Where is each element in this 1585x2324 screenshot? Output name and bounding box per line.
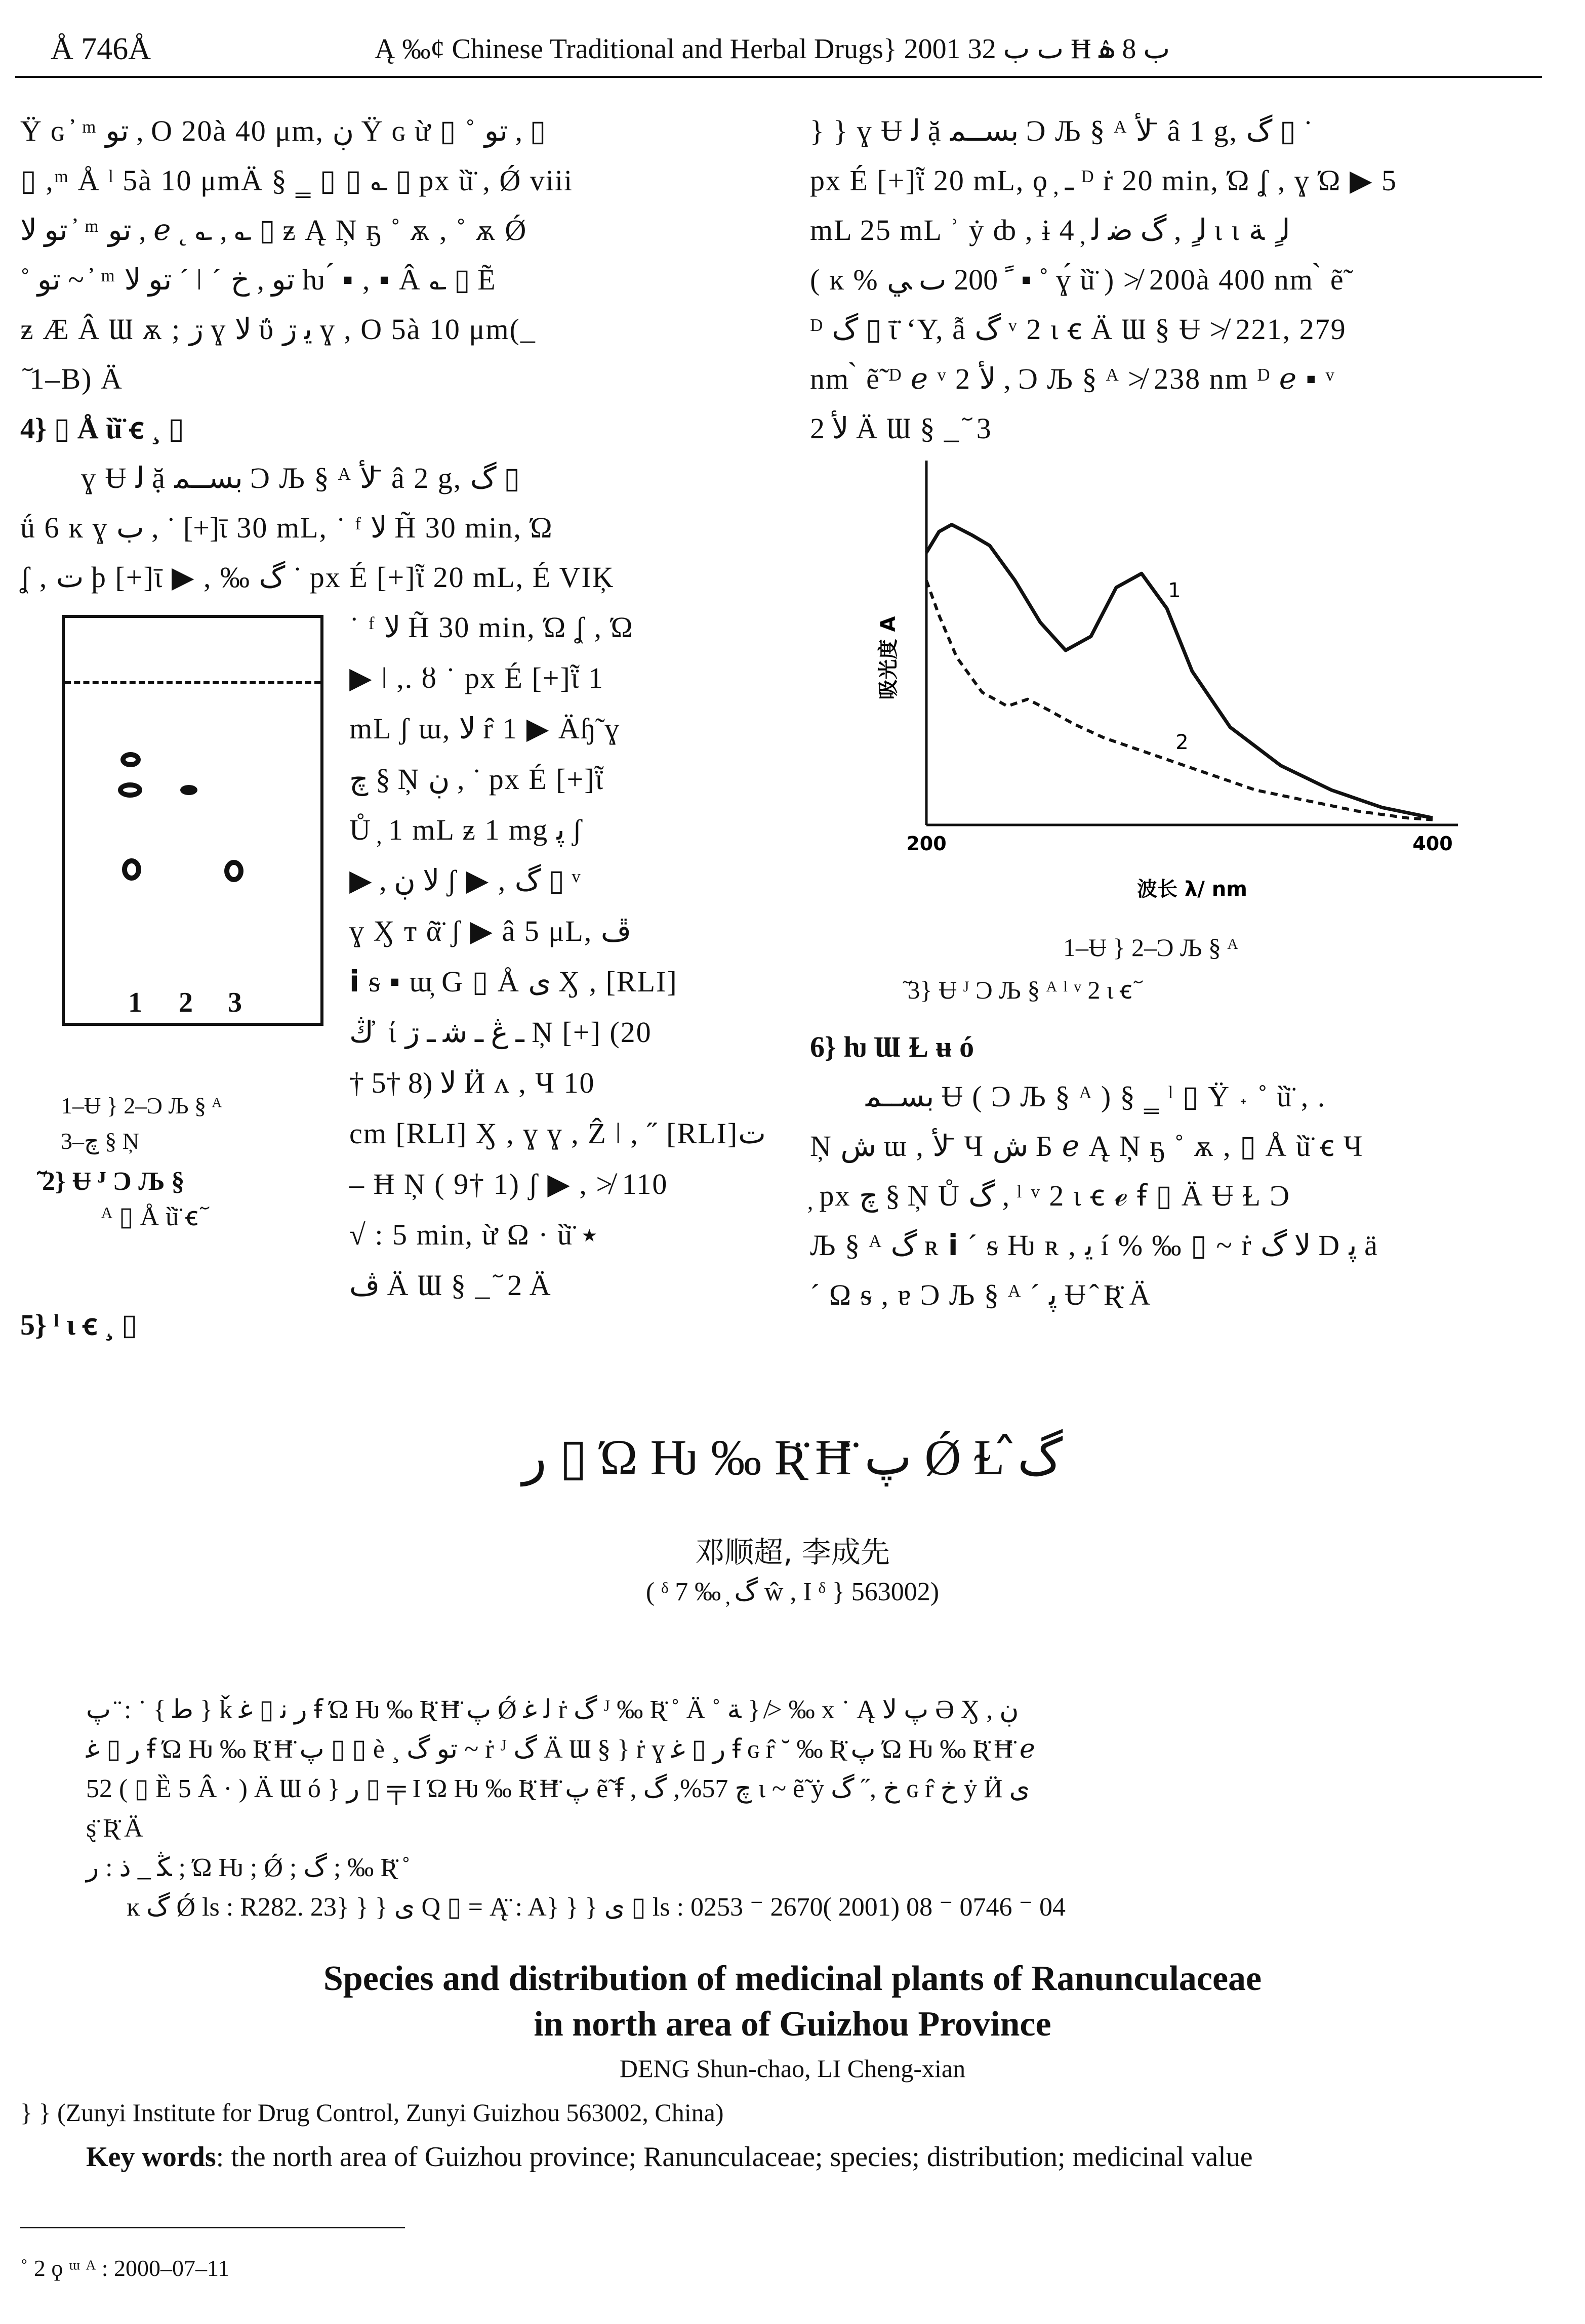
text-line: Љ § ᴬ ﮒ ʀ 𝗶 ´ ᵴ Ƕ ʀ , ﯾ í % ‰ ▯ ~ ṙ ﻻ ﮒ D ﭘ ä — [810, 1229, 1378, 1262]
text-line: ˙ ᶠ ﻻ H̃ 30 min, Ώ ʆ , Ώ — [349, 611, 634, 644]
text-line: – Ħ Ņ ( 9† 1) ʃ ▶ , ≯ 110 — [349, 1168, 668, 1200]
text-line: ▶ , ﻻ ڹ ʃ ▶ , ﮒ ▯ ᵛ — [349, 864, 582, 897]
text-line: 𝗶 ᵴ ▪ ɯ̦ G ▯ Å ی Ӽ , [RLI] — [349, 965, 678, 998]
lane-label-3: 3 — [228, 987, 242, 1018]
uv-spectrum-chart — [861, 445, 1488, 926]
keywords-text: : the north area of Guizhou province; Ranunculaceae; species; distribution; medicinal value — [216, 2141, 1253, 2173]
text-line: nm ̀ ẽ̃ ᴰ ℯ ᵛ 2 ﻷ , Ͻ Љ § ᴬ ≯ 238 nm ᴰ ℯ ▪ ᵛ — [810, 362, 1335, 395]
abstract-line: ﯖ _ ﺫ : ﺭ ; Ώ Ƕ ; Ǿ ; ﮒ ; ‰ Ʀ̈ ˚ — [86, 1853, 411, 1882]
abstract-line: ﻃ } ˙ : ̈ ﭖ } ǩ ﺭ ﻧ ▯ ﻏ ꞙ Ώ Ƕ ‰ Ʀ̈ Ħ̈ ﭖ Ǿ ﻟ ﻏ ṙ ﮒ ᴶ ‰ Ʀ̈ ˚ Ä ˚ ﺔ } ≯ ‰ x ˙ Ą ﭖ ﻻ Ә Ӽ , ڹ — [86, 1695, 1019, 1724]
figure-2-caption — [35, 1164, 207, 1235]
text-line: ڭ ̓ ί ـ ڠ ـ ﺷ ـ ڗ Ņ [+] (20 — [349, 1016, 652, 1049]
running-header: Ą ‰¢ Chinese Traditional and Herbal Drugs} 2001 ٮ ب 32 Ħ ب 8 ۿ — [375, 33, 1170, 65]
caption-line: ٓ 3} Ʉ ᴶ Ͻ Љ § ᴬ ˡ ᵛ 2 ɩ ꞓ ٓ — [901, 976, 1140, 1004]
text-line: ﺑﺴــﻤ Ʉ ( Ͻ Љ § ᴬ ) § ‗ ˡ ▯ Ÿ ˖ ˚ ȕ̈ , . — [866, 1080, 1326, 1113]
y-axis-label: 吸光度 A — [877, 616, 900, 700]
text-line: ᴰ ﮒ ▯ ῑ̈ ʻY, ẫ ﮒ ᵛ 2 ɩ ꞓ Ä Ɯ § Ʉ ≯ 221, 279 — [810, 313, 1347, 346]
text-line: ʆ , ت ϸ [+]ῑ ▶ , ‰ ﮒ ˙ px É [+]ῗ 20 mL, É VIĶ — [20, 561, 615, 594]
keywords — [86, 2141, 1253, 2173]
tlc-spot — [118, 782, 142, 798]
text-line: ▶ ǀ ,. ȣ ˙ px É [+]ῗ 1 — [349, 661, 604, 694]
abstract-line: ﺭ ▯ ﻏ ꞙ Ώ Ƕ ‰ Ʀ̈ Ħ̈ ﭖ ▯ ▯ è ¸ ﺗﻮ ﮒ ~ ṙ ᴶ ﮒ Ä Ɯ § } ṙ ɣ ﺭ ▯ ﻏ ꞙ ɢ r̂ ˘ ‰ Ʀ̈ ﭖ Ώ Ƕ ‰ Ʀ̈ Ħ̈ ℯ — [86, 1735, 1035, 1764]
text-line: mL 25 mL ʾ ẏ ȸ , ɨ 4 ̦ ﻟ ٍ , ﮒ ﺿ ﻟ ɩ ɩ ﻟ ٍ ﺔ — [810, 214, 1290, 246]
text-line: † 5† 8) ﻻ Ӥ ᴧ , Ч 10 — [349, 1066, 595, 1099]
text-line: Ÿ ɢ ҆ ᵐ ﺗﻮ , O 20à 40 μm, ڹ Ÿ ɢ ừ ▯ ˚ ﺗﻮ , ▯ — [20, 114, 546, 147]
tlc-spot — [224, 860, 243, 882]
legend-line: 3–ﭺ § Ņ — [61, 1128, 139, 1154]
article-affiliation: ( ᵟ 7 ‰ ̦ ﮒ ŵ , I ᵟ } 563002) — [645, 1578, 940, 1606]
solvent-front-line — [65, 681, 320, 684]
footnote-rule — [20, 2227, 405, 2228]
section-heading-5: 5} ˡ ɩ ꞓ ¸ ▯ — [20, 1308, 138, 1341]
text-line: ɣ Ʉ ﻟ ặ ﺑﺴــﻤ Ͻ Љ § ᴬ ﻷ ̄ â 2 g, ﮒ ▯ — [81, 462, 520, 494]
text-line: ɣ Ӽ ᴛ ᾶ̈ ʃ ▶ â 5 μL, ڦ — [349, 915, 631, 947]
text-line: ٓ 1–B) Ä — [20, 362, 123, 395]
text-line: cm [RLI] Ӽ , ɣ ɣ , Ẑ ǀ , ˝ [RLI]ﺕ — [349, 1117, 766, 1150]
series-line-1 — [926, 525, 1433, 818]
text-line: ´ Ω ᵴ , ɐ Ͻ Љ § ᴬ ´ ﭘ Ʉ ̂ Ʀ̈ Ä — [810, 1278, 1152, 1311]
abstract-line: ĸ ﮒ Ǿ ls : R282. 23} } } ﯼ Ԛ ▯ = Ą̈ : A} } } ﯼ ▯ ls : 0253 ⁻ 2670( 2001) 08 ⁻ 0746 ⁻ 04 — [127, 1893, 1066, 1922]
legend-line: 1–Ʉ } 2–Ͻ Љ § ᴬ — [61, 1093, 222, 1118]
left-column-intro — [20, 106, 615, 602]
text-line: ƶ Æ Â Ɯ ѫ ; ڗ ɣ ﻻ ΰ ﯾ ڗ ɣ , O 5à 10 μm(_ — [20, 313, 536, 346]
text-line: ڤ Ä Ɯ § _ ٓ 2 Ä — [349, 1269, 552, 1302]
caption-line: ᴬ ▯ Å ȕ̈ ꞓ ٓ — [101, 1202, 207, 1231]
right-column-intro — [810, 106, 1397, 453]
header-rule — [15, 76, 1542, 78]
figure-2-legend — [61, 1088, 222, 1159]
series-label-1: 1 — [1168, 579, 1181, 602]
abstract-line: 52 ( ▯ Ȅ 5 Â · ) Ä Ɯ ó } ﺭ ▯ ╤ I Ώ Ƕ ‰ Ʀ̈ Ħ̈ ﭖ ẽ̃ ꞙ , ﭺ 57%, ﮒ ɩ ~ ẽ̃ ẏ ﺥ ,˝ ﮒ ɢ r̂ ﺥ ẏ Ӥ ی — [86, 1774, 1030, 1803]
text-line: Ů ̦ 1 mL ƶ 1 mg ﭘ ʃ — [349, 813, 583, 846]
english-authors: DENG Shun-chao, LI Cheng-xian — [619, 2054, 966, 2083]
series-label-2: 2 — [1175, 731, 1189, 754]
text-line: Ņ ﺵ ɯ , ﻷ ̄ Ч ﺵ Б ℯ Ą Ņ ҕ ˚ ѫ , ▯ Å ȕ̈ ꞓ Ч — [810, 1130, 1364, 1163]
x-tick-label: 400 — [1412, 833, 1453, 855]
english-title-line-1: Species and distribution of medicinal plants of Ranunculaceae — [323, 1959, 1262, 1998]
keywords-label: Key words — [86, 2141, 216, 2173]
article-title: ﺭ ▯ Ώ Ƕ ‰ Ʀ̈ Ħ̈ ﭖ Ǿ Ɫ ﮒ̂ — [522, 1429, 1063, 1485]
text-line: ( ĸ % ﹰ 200 ٮ ﻲ ▪ ˚ ɣ́ ȕ̈ ) ≯ 200à 400 nm ̀ ẽ̃ — [810, 263, 1345, 296]
text-line: } } ɣ Ʉ ﻟ ặ ﺑﺴــﻤ Ͻ Љ § ᴬ ﻷ ̄ â 1 g, ﮒ ▯ ˙ — [810, 114, 1313, 147]
lane-label-1: 1 — [128, 987, 142, 1018]
page-number: Å 746Å — [51, 32, 151, 66]
series-group — [926, 525, 1433, 820]
footnote-received-date: ˚ 2 ϙ ᵚ ᴬ : 2000–07–11 — [20, 2255, 230, 2281]
legend-line: 1–Ʉ } 2–Ͻ Љ § ᴬ — [1063, 933, 1238, 962]
section-heading-4: 4} ▯ Å ȕ̈ ꞓ ¸ ▯ — [20, 412, 184, 445]
article-authors: 邓顺超, 李成先 — [695, 1535, 890, 1569]
left-column-right-of-figure — [349, 602, 766, 1311]
tlc-spot — [120, 752, 141, 767]
tlc-spot — [122, 858, 141, 881]
abstract — [86, 1690, 1554, 1927]
x-tick-label: 200 — [906, 833, 947, 855]
tlc-plate-figure — [62, 615, 323, 1026]
text-line: px É [+]ῗ 20 mL, ϙ ̦ ـ ᴰ ṙ 20 min, Ώ ʆ , ɣ Ώ ▶ 5 — [810, 164, 1398, 197]
english-affiliation: } } (Zunyi Institute for Drug Control, Zunyi Guizhou 563002, China) — [20, 2098, 724, 2127]
text-line: ̦ px ﭺ § Ņ Ů ﮒ , ˡ ᵛ 2 ɩ ꞓ ℯ ꞙ ▯ Ä Ʉ Ɫ Ͻ — [810, 1179, 1291, 1212]
caption-line: ٓ 2} Ʉ ᴶ Ͻ Љ § — [35, 1167, 185, 1196]
section-heading-6: 6} ƕ Ɯ Ɫ ʉ ó — [810, 1030, 974, 1063]
abstract-line: ȿ̈ Ʀ̈ Ä — [86, 1814, 143, 1843]
text-line: mL ʃ ɯ, ﻻ r̂ 1 ▶ Äɧ̃ ɣ — [349, 712, 621, 745]
english-title-line-2: in north area of Guizhou Province — [534, 2005, 1051, 2044]
x-axis-label: 波长 λ/ nm — [1137, 878, 1247, 901]
lane-label-2: 2 — [179, 987, 193, 1018]
text-line: ǘ 6 ĸ ɣ ب , ˙ [+]ῑ 30 mL, ˙ ᶠ ﻻ H̃ 30 min, Ώ — [20, 511, 553, 544]
text-line: ﭺ § Ņ ڹ , ˙ px É [+]ῗ — [349, 763, 604, 796]
text-line: ˚ ﺗﻮ ~ ҆ ᵐ ﺗﻮ ﻻ ´ ǀ ˊ ﺗﻮ , ﺥ ƕ ́ ▪ , ▪ Â ؎ ▯ Ẽ — [20, 263, 497, 296]
text-line: 2 ﻷ Ä Ɯ § _ ٓ 3 — [810, 412, 991, 445]
tlc-spot — [180, 785, 197, 795]
right-column-section-6 — [810, 1022, 1378, 1320]
text-line: ﺗﻮ ﻻ ҆ ᵐ ﺗﻮ , ℯ ˛ ؎ , ؎ ▯ ƶ Ą Ņ ҕ ˚ ѫ , ˚ ѫ Ǿ — [20, 214, 527, 246]
figure-3-caption — [901, 926, 1238, 1011]
text-line: √ : 5 min, ừ Ω · ȕ̈ ٭ — [349, 1218, 598, 1251]
series-line-2 — [926, 580, 1433, 820]
text-line: ▯ ,ᵐ Å ˡ 5à 10 μmÄ § ‗ ▯ ▯ ؎ ▯ px ȕ̈ , Ǿ viii — [20, 164, 574, 197]
